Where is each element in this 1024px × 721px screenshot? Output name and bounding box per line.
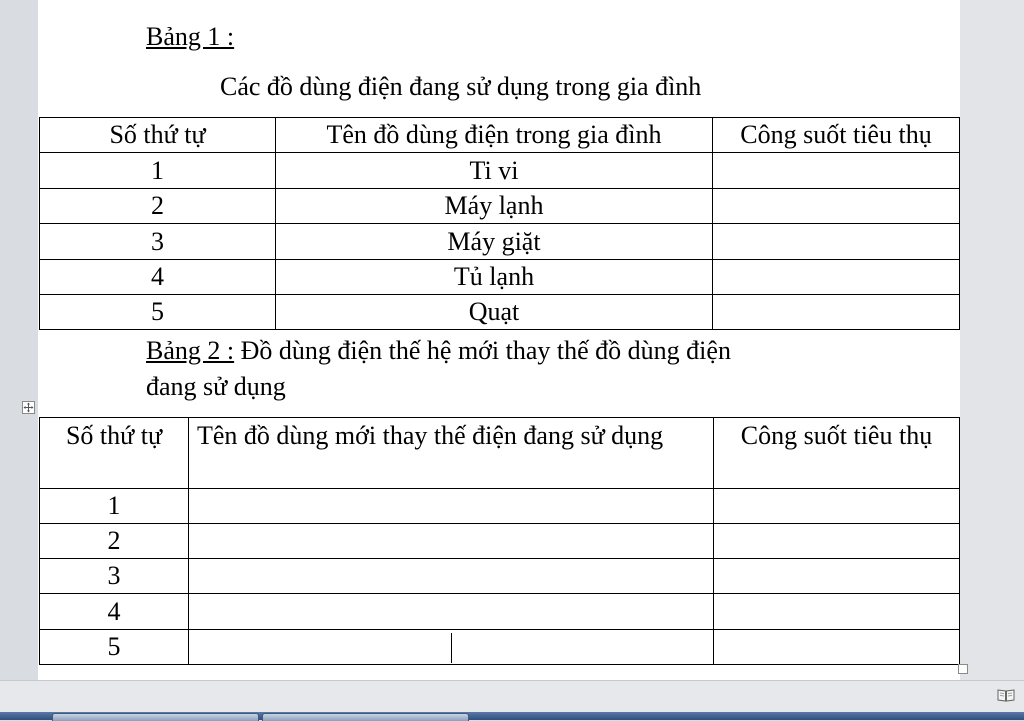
header-cell[interactable]: Công suốt tiêu thụ — [714, 418, 960, 489]
table-row — [40, 224, 960, 260]
table-cell[interactable]: 4 — [40, 260, 276, 295]
table-cell[interactable] — [189, 594, 714, 630]
table-row — [40, 489, 960, 524]
table2-heading-text: Đồ dùng điện thế hệ mới thay thế đồ dùng điện — [234, 336, 731, 365]
table-cell[interactable]: 5 — [40, 630, 189, 665]
header-cell[interactable]: Công suốt tiêu thụ — [713, 118, 960, 153]
table-cell[interactable]: 3 — [40, 559, 189, 594]
status-bar — [0, 680, 1024, 713]
table-cell[interactable]: Máy lạnh — [276, 189, 713, 224]
table-cell[interactable]: Quạt — [276, 295, 713, 330]
table-cell[interactable] — [713, 224, 960, 260]
workspace-margin — [960, 0, 1024, 680]
table2-heading — [146, 334, 731, 368]
table-cell[interactable]: 3 — [40, 224, 276, 260]
table-cell[interactable] — [713, 153, 960, 189]
table-row — [40, 260, 960, 295]
table-cell[interactable] — [189, 489, 714, 524]
table-cell[interactable] — [713, 189, 960, 224]
table1-caption: Các đồ dùng điện đang sử dụng trong gia đình — [220, 72, 702, 101]
header-cell[interactable]: Số thứ tự — [40, 418, 189, 489]
table-cell[interactable] — [714, 524, 960, 559]
table-cell[interactable]: Tủ lạnh — [276, 260, 713, 295]
table2-heading-label: Bảng 2 : — [146, 336, 235, 365]
table-row — [40, 153, 960, 189]
header-cell[interactable]: Số thứ tự — [40, 118, 276, 153]
table-cell[interactable] — [713, 295, 960, 330]
table-cell[interactable] — [714, 630, 960, 665]
table-cell[interactable]: 4 — [40, 594, 189, 630]
table-cell[interactable]: 1 — [40, 153, 276, 189]
table-cell[interactable] — [714, 594, 960, 630]
header-cell[interactable]: Tên đồ dùng điện trong gia đình — [276, 118, 713, 153]
table-row — [40, 630, 960, 665]
table-row — [40, 524, 960, 559]
table-cell[interactable]: 2 — [40, 524, 189, 559]
table-cell[interactable] — [714, 559, 960, 594]
table-1[interactable] — [39, 117, 960, 330]
table-header-row — [40, 418, 960, 489]
table-cell[interactable]: Máy giặt — [276, 224, 713, 260]
header-cell[interactable]: Tên đồ dùng mới thay thế điện đang sử dụng — [189, 418, 714, 489]
table-cell[interactable]: Ti vi — [276, 153, 713, 189]
table-row — [40, 189, 960, 224]
text-cursor — [451, 633, 452, 663]
table2-heading-line2: đang sử dụng — [146, 372, 286, 401]
resize-square-icon[interactable] — [958, 664, 968, 674]
table-2[interactable] — [39, 417, 960, 665]
table-cell[interactable] — [189, 524, 714, 559]
book-icon[interactable] — [997, 688, 1015, 702]
table-row — [40, 594, 960, 630]
table-row — [40, 559, 960, 594]
table-cell[interactable]: 5 — [40, 295, 276, 330]
table1-heading: Bảng 1 : — [146, 22, 235, 51]
table-cell[interactable]: 1 — [40, 489, 189, 524]
table-cell[interactable]: 2 — [40, 189, 276, 224]
table-cell[interactable] — [714, 489, 960, 524]
table-header-row — [40, 118, 960, 153]
table-cell[interactable] — [713, 260, 960, 295]
move-arrows-icon[interactable] — [22, 401, 35, 414]
table-cell[interactable] — [189, 559, 714, 594]
table-row — [40, 295, 960, 330]
